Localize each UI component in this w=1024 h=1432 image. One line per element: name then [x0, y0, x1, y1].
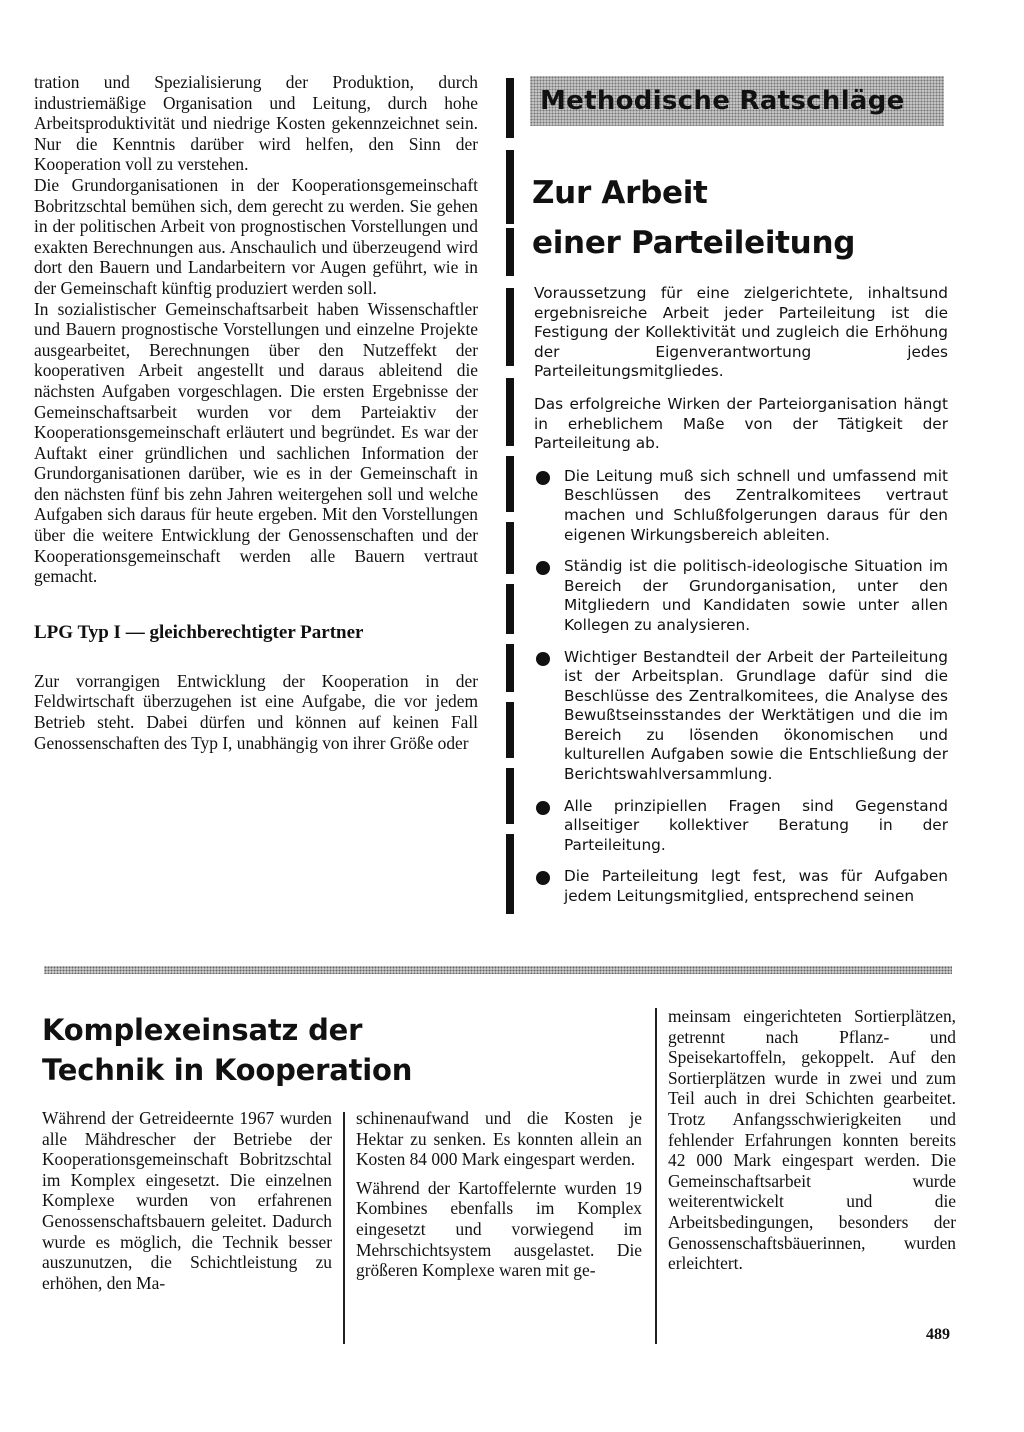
- list-item: [534, 648, 948, 785]
- margin-bar: [506, 522, 514, 574]
- margin-bar: [506, 228, 514, 276]
- margin-bars: [506, 78, 516, 918]
- column-rule: [655, 1008, 657, 1344]
- bottom-paragraph: Während der Getreideernte 1967 wurden alle Mähdrescher der Betriebe der Kooperationsgemeinschaft Bobritzschtal im Komplex eingesetzt. Die einzelnen Komplexe wurden von erfahrenen Genossenschaftsbauern geleitet. Dadurch wurde es möglich, die Technik besser auszunutzen, die Schichtleistung zu erhöhen, den Ma-: [42, 1108, 332, 1293]
- bullet-icon: [536, 652, 550, 666]
- bottom-heading: [42, 1010, 412, 1090]
- column-rule: [343, 1112, 345, 1344]
- bottom-column-2: [356, 1108, 642, 1289]
- left-paragraph: In sozialistischer Gemeinschaftsarbeit haben Wissenschaftler und Bauern prognostische Vorstellungen und einzelne Projekte ausgearbeitet, Berechnungen über den Nutzeffekt der kooperativen Arbeit angestellt und daraus ableitend die nächsten Aufgaben vorgeschlagen. Die ersten Ergebnisse der Gemeinschaftsarbeit wurden vor dem Parteiaktiv der Kooperationsgemeinschaft erläutert und begründet. Es war der Auftakt einer gründlichen und sachlichen Information der Grundorganisationen darüber, wie es in der Gemeinschaft in den nächsten fünf bis zehn Jahren weitergehen soll und welche Aufgaben sich daraus für heute ergeben. Mit den Vorstellungen über die weitere Entwicklung der Genossenschaften und der Kooperationsgemeinschaft werden alle Bauern vertraut gemacht.: [34, 298, 478, 587]
- margin-bar: [506, 584, 514, 634]
- margin-bar: [506, 644, 514, 692]
- list-item-text: Die Parteileitung legt fest, was für Aufgaben jedem Leitungsmitglied, entsprechend seinen: [564, 867, 948, 906]
- bullet-icon: [536, 871, 550, 885]
- list-item: [534, 557, 948, 635]
- list-item-text: Ständig ist die politisch-ideologische Situation im Bereich der Grundorganisation, unter den Mitgliedern und Kandidaten sowie unter allen Kollegen zu analysieren.: [564, 557, 948, 634]
- bullet-icon: [536, 801, 550, 815]
- right-column: [534, 284, 948, 919]
- right-heading-line: Zur Arbeit: [532, 175, 708, 211]
- bottom-paragraph: schinenaufwand und die Kosten je Hektar zu senken. Es konnten allein an Kosten 84 000 Mark eingespart werden.: [356, 1108, 642, 1170]
- bottom-column-3: [668, 1006, 956, 1282]
- bottom-heading-line: Komplexeinsatz der: [42, 1013, 363, 1047]
- right-intro-paragraph: Das erfolgreiche Wirken der Parteiorganisation hängt in erheblichem Maße von der Tätigkeit der Parteileitung ab.: [534, 394, 948, 453]
- bottom-heading-line: Technik in Kooperation: [42, 1053, 413, 1087]
- page-number: 489: [926, 1326, 950, 1343]
- list-item: [534, 867, 948, 906]
- margin-bar: [506, 288, 514, 366]
- margin-bar: [506, 768, 514, 824]
- list-item: [534, 467, 948, 545]
- bottom-paragraph: Während der Kartoffelernte wurden 19 Kombines ebenfalls im Komplex eingesetzt und vorwiegend im Mehrschichtsystem ausgelastet. Die größeren Komplexe waren mit ge-: [356, 1177, 642, 1281]
- list-item-text: Wichtiger Bestandteil der Arbeit der Parteileitung ist der Arbeitsplan. Grundlage dafür sind die Beschlüsse des Zentralkomitees, die Analyse des Bewußtseinsstandes der Werktätigen und die im Bereich zu lösenden ökonomischen und kulturellen Aufgaben sowie die Entschließung der Berichtswahlversammlung.: [564, 647, 948, 784]
- list-item-text: Alle prinzipiellen Fragen sind Gegenstand allseitiger kollektiver Beratung in der Parteileitung.: [564, 796, 948, 854]
- left-paragraph: tration und Spezialisierung der Produktion, durch industriemäßige Organisation und Leitung, durch hohe Arbeitsproduktivität und niedrige Kosten gekennzeichnet sein. Nur die Kenntnis darüber wird helfen, den Sinn der Kooperation voll zu verstehen.: [34, 72, 478, 175]
- margin-bar: [506, 150, 514, 224]
- section-banner: Methodische Ratschläge: [530, 76, 944, 126]
- bottom-paragraph: meinsam eingerichteten Sortierplätzen, getrennt nach Pflanz- und Speisekartoffeln, gekoppelt. Auf den Sortierplätzen wurde in zwei und zum Teil auch in drei Schichten gearbeitet. Trotz Anfangsschwierigkeiten und fehlender Erfahrungen konnten bereits 42 000 Mark eingespart werden. Die Gemeinschaftsarbeit wurde weiterentwickelt und die Arbeitsbedingungen, besonders der Genossenschaftsbäuerinnen, wurden erleichtert.: [668, 1006, 956, 1274]
- margin-bar: [506, 378, 514, 446]
- margin-bar: [506, 456, 514, 512]
- bullet-icon: [536, 471, 550, 485]
- advice-list: [534, 467, 948, 907]
- left-paragraph: Zur vorrangigen Entwicklung der Kooperation in der Feldwirtschaft überzugehen ist eine Aufgabe, die vor jedem Betrieb steht. Dabei dürfen und können auf keinen Fall Genossenschaften des Typ I, unabhängig von ihrer Größe oder: [34, 670, 478, 753]
- right-heading: [532, 168, 855, 268]
- left-subheading: LPG Typ I — gleichberechtigter Partner: [34, 621, 364, 643]
- margin-bar: [506, 834, 514, 914]
- right-heading-line: einer Parteileitung: [532, 225, 856, 261]
- right-intro-paragraph: Voraussetzung für eine zielgerichtete, inhaltsund ergebnisreiche Arbeit jeder Parteileitung ist die Festigung der Kollektivität und zugleich die Erhöhung der Eigenverantwortung jedes Parteileitungsmitgliedes.: [534, 284, 948, 381]
- section-divider: [44, 966, 952, 974]
- bottom-column-1: [42, 1108, 332, 1301]
- list-item-text: Die Leitung muß sich schnell und umfassend mit Beschlüssen des Zentralkomitees vertraut machen und Schlußfolgerungen daraus für den eigenen Wirkungsbereich ableiten.: [564, 466, 948, 544]
- left-paragraph: Die Grundorganisationen in der Kooperationsgemeinschaft Bobritzschtal bemühen sich, dem gerecht zu werden. Sie gehen in der politischen Arbeit von prognostischen Vorstellungen und exakten Berechnungen aus. Anschaulich und überzeugend wird dort den Bauern und Landarbeitern vor Augen geführt, wie in der Gemeinschaft künftig produziert werden soll.: [34, 174, 478, 298]
- list-item: [534, 797, 948, 856]
- margin-bar: [506, 78, 514, 138]
- bullet-icon: [536, 561, 550, 575]
- left-column: [34, 72, 478, 753]
- margin-bar: [506, 702, 514, 758]
